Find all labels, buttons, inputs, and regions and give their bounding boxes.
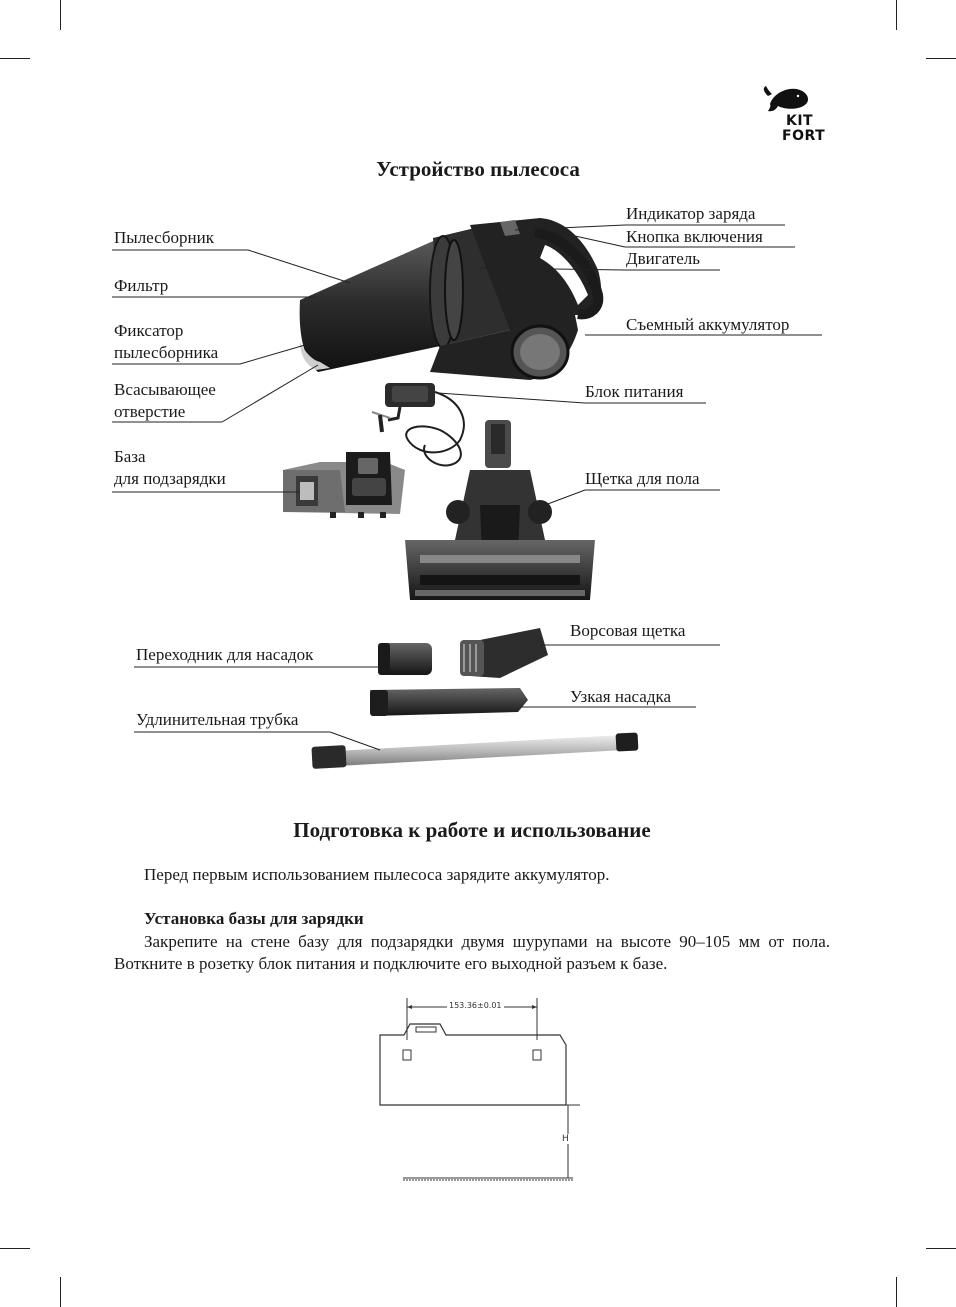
label-intake-line1: Всасывающее — [114, 380, 216, 399]
brand-line2: FORT — [782, 128, 826, 144]
label-power-button: Кнопка включения — [626, 227, 763, 246]
label-dust-container: Пылесборник — [114, 228, 215, 247]
section-title: Подготовка к работе и использование — [293, 818, 651, 842]
label-extension-tube: Удлинительная трубка — [136, 710, 299, 729]
height-label: H — [562, 1134, 569, 1144]
dimension-label: 153.36±0.01 — [449, 1001, 502, 1010]
brand-line1: KIT — [786, 113, 814, 129]
label-lock-line2: пылесборника — [114, 343, 219, 362]
label-lock-line1: Фиксатор — [114, 321, 184, 340]
label-base-line1: База — [114, 447, 146, 466]
label-bristle-brush: Ворсовая щетка — [570, 621, 686, 640]
label-filter: Фильтр — [114, 276, 169, 295]
label-motor: Двигатель — [626, 249, 701, 268]
label-intake-line2: отверстие — [114, 402, 186, 421]
label-crevice-nozzle: Узкая насадка — [570, 687, 672, 706]
label-floor-brush: Щетка для пола — [585, 469, 700, 488]
label-adapter: Переходник для насадок — [136, 645, 314, 664]
label-base-line2: для подзарядки — [114, 469, 226, 488]
subheading: Установка базы для зарядки — [144, 909, 364, 928]
intro-paragraph: Перед первым использованием пылесоса зарядите аккумулятор. — [144, 865, 610, 884]
body-paragraph: Закрепите на стене базу для подзарядки двумя шурупами на высоте 90–105 мм от пола. Воткните в розетку блок питания и подключите его выходной разъем к базе. — [114, 932, 830, 973]
label-charge-indicator: Индикатор заряда — [626, 204, 756, 223]
label-battery: Съемный аккумулятор — [626, 315, 790, 334]
label-power-supply: Блок питания — [585, 382, 684, 401]
page-title: Устройство пылесоса — [376, 157, 580, 181]
